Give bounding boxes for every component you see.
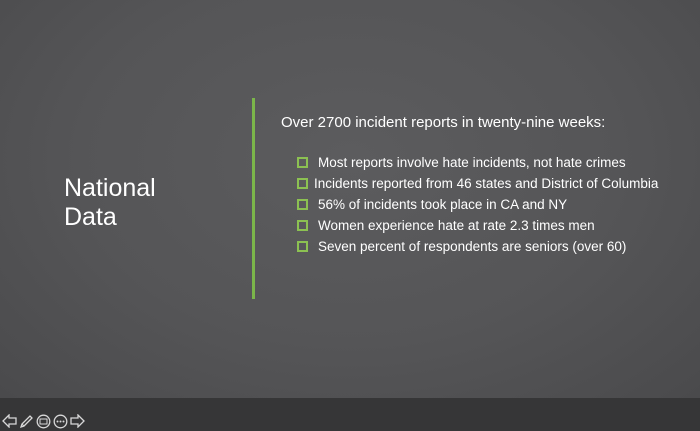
bullet-text: Seven percent of respondents are seniors (over 60) (318, 239, 627, 254)
slide-title-line: National (64, 174, 156, 202)
bullet-text: Incidents reported from 46 states and District of Columbia (314, 176, 659, 191)
previous-slide-button[interactable] (1, 413, 17, 429)
bullet-text: Women experience hate at rate 2.3 times men (318, 218, 595, 233)
slide-show-controls (1, 413, 85, 429)
bullet-box-icon (297, 220, 308, 231)
vertical-divider (252, 98, 255, 299)
bullet-text: Most reports involve hate incidents, not hate crimes (318, 155, 626, 170)
bullet-item (297, 236, 658, 257)
bullet-box-icon (297, 241, 308, 252)
pen-icon (19, 414, 34, 429)
bullet-list (297, 152, 658, 257)
bullet-box-icon (297, 178, 308, 189)
back-arrow-icon (2, 414, 17, 428)
bullet-box-icon (297, 199, 308, 210)
bullet-item (297, 215, 658, 236)
forward-arrow-icon (70, 414, 85, 428)
slide-title-line: Data (64, 203, 117, 231)
slide-heading: Over 2700 incident reports in twenty-nine weeks: (281, 114, 606, 131)
options-icon (53, 414, 68, 429)
slide-title (64, 174, 234, 232)
slide-menu-icon (36, 414, 51, 429)
bullet-item (297, 173, 658, 194)
pen-tool-button[interactable] (18, 413, 34, 429)
bullet-box-icon (297, 157, 308, 168)
bullet-item (297, 194, 658, 215)
options-button[interactable] (52, 413, 68, 429)
bullet-text: 56% of incidents took place in CA and NY (318, 197, 568, 212)
slide-menu-button[interactable] (35, 413, 51, 429)
next-slide-button[interactable] (69, 413, 85, 429)
bullet-item (297, 152, 658, 173)
presentation-control-bar (0, 398, 700, 431)
